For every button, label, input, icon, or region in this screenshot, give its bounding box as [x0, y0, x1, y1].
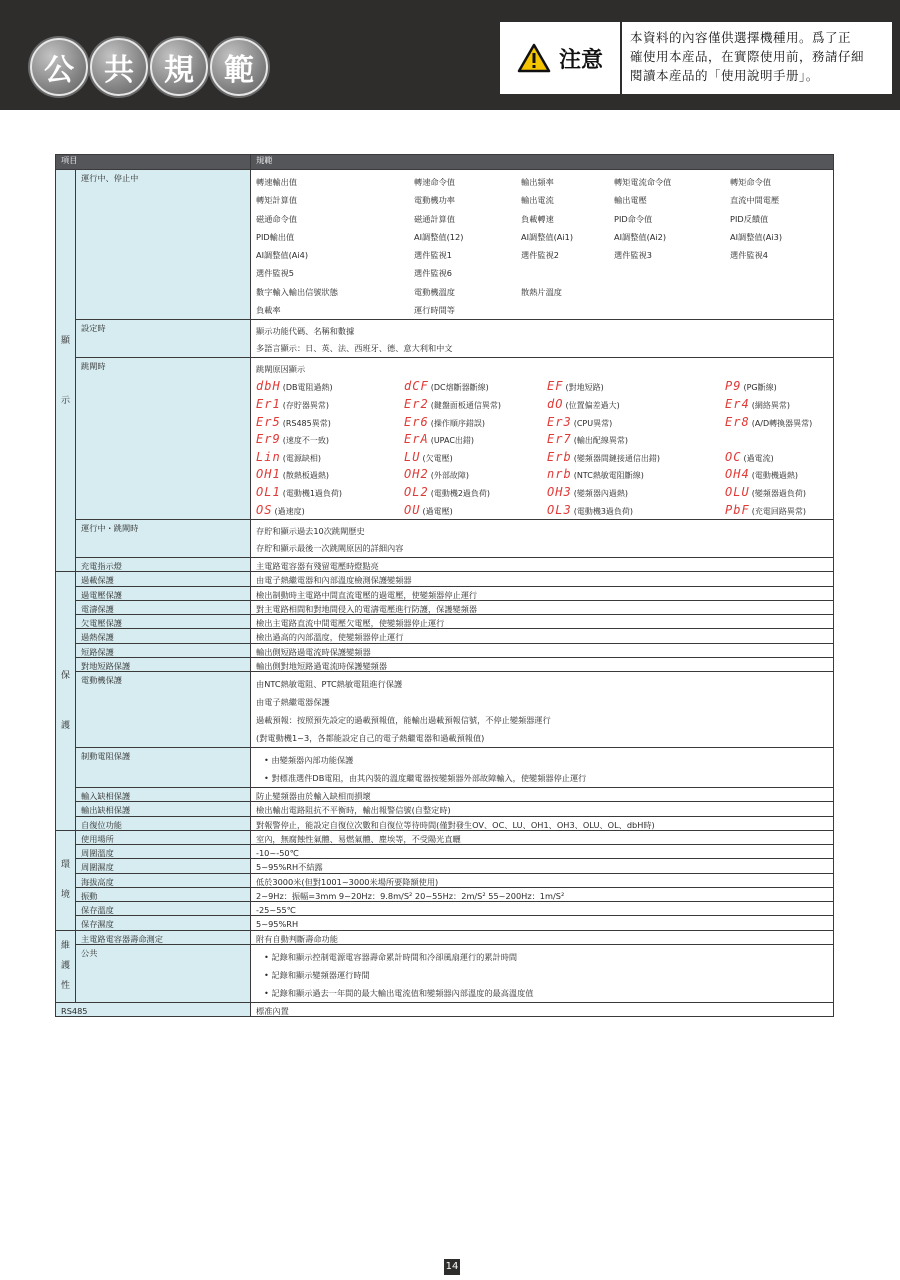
trip-code-description: (外部故障): [430, 471, 469, 481]
protection-spec: 輸出側對地短路過電流時保護變頻器: [251, 657, 834, 671]
monitor-item: AI調整值(Ai3): [730, 231, 783, 242]
monitor-item: 輸出頻率: [521, 177, 554, 187]
monitor-item: 直流中間電壓: [730, 195, 780, 206]
trip-code-entry: [256, 449, 404, 467]
notice-line: 確使用本産品，在實際使用前，務請仔細: [630, 49, 865, 64]
protection-spec: 檢出主電路直流中間電壓欠電壓，使變頻器停止運行: [251, 615, 834, 629]
monitor-item: 輸出電壓: [614, 195, 647, 206]
monitor-item: AI調整值(12): [414, 231, 464, 242]
table-row: [56, 558, 834, 572]
protection-spec: 檢出輸出電路阻抗不平衡時，輸出報警信號(自整定時): [251, 802, 834, 816]
monitor-item: [614, 264, 730, 282]
table-row: [56, 845, 834, 859]
trip-code-entry: [404, 466, 547, 484]
category-display: 顯 示: [56, 170, 76, 572]
trip-code-description: (電動機1過負荷): [282, 488, 343, 498]
table-row: [56, 643, 834, 657]
monitor-item: 輸出電流: [521, 195, 554, 206]
trip-code-entry: [404, 414, 547, 432]
category-protection: 保 護: [56, 572, 76, 831]
trip-code-description: (電動機3過負荷): [573, 506, 634, 516]
monitor-item: PID命令值: [614, 213, 653, 224]
protection-spec: 防止變頻器由於輸入缺相而損壞: [251, 788, 834, 802]
trip-code: Er7: [547, 432, 572, 447]
protection-spec: 輸出側短路過電流時保護變頻器: [251, 643, 834, 657]
item-protection: 輸入缺相保護: [76, 788, 251, 802]
trip-code-entry: [404, 378, 547, 396]
trip-code-entry: [404, 502, 547, 520]
trip-code-description: (變頻器過負荷): [751, 488, 806, 498]
trip-code-description: (速度不一致): [282, 436, 329, 446]
environment-spec: 5~95%RH不結露: [251, 859, 834, 873]
trip-code-entry: [725, 449, 834, 467]
trip-code: OH2: [404, 467, 429, 482]
trip-code-entry: [256, 466, 404, 484]
trip-code: OH4: [725, 467, 750, 482]
brake-resistor-spec: • 由變頻器內部功能保護 • 對標准選件DB電阻，由其內裝的溫度繼電器按變頻器外部故障輸入，使變頻器停止運行: [251, 748, 834, 788]
monitor-item: 選件監視4: [730, 250, 768, 261]
environment-spec: 室內，無腐蝕性氣體、易燃氣體、塵埃等，不受陽光直曬: [251, 830, 834, 844]
trip-code-entry: [256, 502, 404, 520]
notice-label-area: [500, 22, 622, 94]
monitor-item: 選件監視2: [521, 250, 559, 261]
trip-code: OL1: [256, 484, 281, 499]
trip-code-description: (網絡異常): [751, 400, 790, 410]
monitor-item: [614, 301, 730, 319]
protection-spec: 檢出制動時主電路中間直流電壓的過電壓，使變頻器停止運行: [251, 586, 834, 600]
trip-codes: 跳閘原因顯示 dbH (DB電阻過熱) dCF (DC熔斷器斷線) EF (對地短路) P9 (PG斷線) Er1 (存貯器異常) Er2 (鍵盤面板通信異常) dO (位置偏差過大) Er4 (網絡異常) Er5 (RS485異常) Er6 (操作順序錯誤) Er3 (CPU異常) Er8 (A/D轉換器異常) Er9 (速度不一致) ErA (UPAC出錯) Er7 (輸出配線異常) Lin (電源缺相) LU (欠電壓) Erb (變頻器間鏈接通信出錯) OC (過電流) OH1 (散熱板過熱) OH2 (外部故障) nrb (NTC熱敏電阻斷線) OH4 (電動機過熱) OL1 (電動機1過負荷) OL2 (電動機2過負荷) OH3 (變頻器內過熱) OLU (變頻器過負荷) OS (過速度) OU (過電壓) OL3 (電動機3過負荷) PbF (充電回路異常): [251, 358, 834, 520]
environment-spec: 5~95%RH: [251, 916, 834, 930]
trip-code-description: (RS485異常): [282, 418, 331, 428]
trip-code-description: (過電壓): [422, 506, 453, 516]
item-environment: 保存溫度: [76, 902, 251, 916]
rs485-spec: 標准內置: [251, 1002, 834, 1016]
table-row: [56, 748, 834, 788]
trip-code-entry: [547, 484, 725, 502]
item-protection: 過電壓保護: [76, 586, 251, 600]
category-maintenance: 維 護 性: [56, 930, 76, 1002]
monitor-item: PID輸出值: [256, 231, 295, 242]
item-protection: 輸出缺相保護: [76, 802, 251, 816]
trip-code-entry: [404, 396, 547, 414]
trip-code: OL3: [547, 502, 572, 517]
monitor-item: AI調整值(Ai4): [256, 250, 309, 261]
trip-code-description: (NTC熱敏電阻斷線): [573, 471, 644, 481]
trip-code-entry: [547, 431, 725, 449]
trip-code: nrb: [547, 467, 572, 482]
table-row: [56, 816, 834, 830]
warning-icon: [517, 43, 551, 73]
monitor-item: 數字輸入輸出信號狀態: [256, 286, 338, 297]
trip-code-description: (散熱板過熱): [282, 471, 329, 481]
trip-code-entry: [404, 449, 547, 467]
item-protection: 電濤保護: [76, 600, 251, 614]
notice-label: 注意: [558, 47, 603, 73]
trip-code-description: (過速度): [274, 506, 305, 516]
trip-code-description: (變頻器內過熱): [573, 488, 628, 498]
monitor-item: 負載率: [256, 305, 281, 316]
monitor-item: 選件監視1: [414, 250, 452, 261]
trip-code-entry: [725, 466, 834, 484]
monitor-item: 選件監視6: [414, 268, 452, 279]
trip-code-description: (過電流): [743, 453, 774, 463]
trip-code: Er4: [725, 396, 750, 411]
item-running: 運行中、停止中: [76, 170, 251, 320]
header-item: 項目: [56, 155, 251, 170]
trip-code: Er1: [256, 396, 281, 411]
monitor-item: [730, 283, 834, 301]
table-row: [56, 586, 834, 600]
monitor-item: 負載轉速: [521, 213, 554, 224]
trip-code-entry: [256, 378, 404, 396]
trip-code-description: (PG斷線): [743, 383, 777, 393]
header-band: [0, 0, 900, 110]
table-row: [56, 629, 834, 643]
trip-code: LU: [404, 449, 421, 464]
monitor-item: PID反饋值: [730, 213, 769, 224]
trip-code-entry: [256, 431, 404, 449]
table-row: [56, 1002, 834, 1016]
environment-spec: -25~55℃: [251, 902, 834, 916]
trip-code-description: (鍵盤面板通信異常): [430, 400, 501, 410]
item-environment: 海拔高度: [76, 873, 251, 887]
item-running-trip: 運行中・跳閘時: [76, 520, 251, 558]
table-row: [56, 600, 834, 614]
table-row: [56, 672, 834, 748]
item-environment: 使用場所: [76, 830, 251, 844]
monitor-item: [521, 264, 614, 282]
item-tripping: 跳閘時: [76, 358, 251, 520]
trip-code-entry: [725, 396, 834, 414]
page-number: 14: [444, 1259, 460, 1275]
trip-code-description: (CPU異常): [573, 418, 613, 428]
table-row: [56, 873, 834, 887]
trip-code-entry: [725, 484, 834, 502]
environment-spec: 2~9Hz：振幅=3mm 9~20Hz：9.8m/S² 20~55Hz：2m/S² 55~200Hz：1m/S²: [251, 887, 834, 901]
trip-code-description: (電動機過熱): [751, 471, 798, 481]
trip-code: Lin: [256, 449, 281, 464]
item-rs485: RS485: [56, 1002, 251, 1016]
item-environment: 周圍濕度: [76, 859, 251, 873]
monitor-item: 選件監視5: [256, 268, 294, 279]
notice-line: 閱讀本産品的「使用說明手册」。: [630, 68, 819, 83]
trip-code-description: (欠電壓): [422, 453, 453, 463]
trip-code: Er9: [256, 432, 281, 447]
monitor-item: 轉速命令值: [414, 177, 455, 187]
trip-code-entry: [547, 449, 725, 467]
trip-code-entry: [725, 502, 834, 520]
table-row: [56, 916, 834, 930]
monitor-item: 轉矩計算值: [256, 195, 297, 206]
monitor-item: 散熱片溫度: [521, 286, 562, 297]
trip-code-entry: [725, 414, 834, 432]
header-spec: 規範: [251, 155, 834, 170]
running-monitor-items: [251, 170, 834, 320]
item-capacitor-life: 主電路電容器壽命測定: [76, 930, 251, 944]
trip-code-description: (充電回路異常): [751, 506, 806, 516]
protection-spec: 對報警停止，能設定自復位次數和自復位等待時間(僅對發生OV、OC、LU、OH1、OH3、OLU、OL、dbH時): [251, 816, 834, 830]
monitor-item: 選件監視3: [614, 250, 652, 261]
trip-code-description: (電動機2過負荷): [430, 488, 491, 498]
trip-code-description: (存貯器異常): [282, 400, 329, 410]
monitor-item: [730, 264, 834, 282]
item-protection: 過熱保護: [76, 629, 251, 643]
table-row: [56, 572, 834, 586]
title-char: 範: [210, 38, 268, 96]
trip-code: OU: [404, 502, 421, 517]
trip-code-entry: [725, 431, 834, 449]
trip-code: dO: [547, 396, 564, 411]
trip-code-description: (UPAC出錯): [430, 436, 475, 446]
table-row: [56, 802, 834, 816]
item-setting: 設定時: [76, 320, 251, 358]
title-char: 公: [30, 38, 88, 96]
trip-code: Er3: [547, 414, 572, 429]
trip-code-entry: [725, 378, 834, 396]
item-environment: 振動: [76, 887, 251, 901]
trip-history-spec: 存貯和顯示過去10次跳閘歷史 存貯和顯示最後一次跳閘原因的詳細內容: [251, 520, 834, 558]
monitor-item: [614, 283, 730, 301]
trip-code: OC: [725, 449, 742, 464]
trip-code-description: (位置偏差過大): [565, 400, 620, 410]
table-row: [56, 830, 834, 844]
trip-code: OH3: [547, 484, 572, 499]
monitor-item: 運行時間等: [414, 305, 455, 316]
table-row: [56, 902, 834, 916]
page-title: [30, 38, 268, 96]
trip-code-description: (對地短路): [565, 383, 604, 393]
trip-code: ErA: [404, 432, 429, 447]
notice-text: [622, 22, 892, 94]
trip-code-entry: [256, 414, 404, 432]
monitor-item: 電動機功率: [414, 195, 455, 206]
trip-code-entry: [256, 396, 404, 414]
environment-spec: -10~-50℃: [251, 845, 834, 859]
item-brake-resistor: 制動電阻保護: [76, 748, 251, 788]
item-charge-lamp: 充電指示燈: [76, 558, 251, 572]
trip-code-entry: [256, 484, 404, 502]
environment-spec: 低於3000米(但對1001~3000米場所要降額使用): [251, 873, 834, 887]
common-spec: • 記錄和顯示控制電源電容器壽命累計時間和冷卻風扇運行的累計時間 • 記錄和顯示變頻器運行時間 • 記錄和顯示過去一年間的最大輸出電流值和變頻器內部溫度的最高溫度值: [251, 944, 834, 1002]
trip-code-description: (操作順序錯誤): [430, 418, 485, 428]
trip-code: Er8: [725, 414, 750, 429]
trip-code-entry: [404, 484, 547, 502]
table-row: [56, 520, 834, 558]
trip-code: OLU: [725, 484, 750, 499]
trip-code: OH1: [256, 467, 281, 482]
table-row: [56, 859, 834, 873]
trip-code: Er5: [256, 414, 281, 429]
charge-lamp-spec: 主電路電容器有殘留電壓時燈點亮: [251, 558, 834, 572]
protection-spec: 由電子熱繼電器和內部溫度檢測保護變頻器: [251, 572, 834, 586]
trip-code-description: (電源缺相): [282, 453, 321, 463]
trip-code-entry: [547, 466, 725, 484]
trip-code: P9: [725, 379, 742, 394]
monitor-item: 磁通計算值: [414, 213, 455, 224]
item-motor-protection: 電動機保護: [76, 672, 251, 748]
trip-code-description: (DC熔斷器斷線): [430, 383, 489, 393]
trip-code-description: (輸出配線異常): [573, 436, 628, 446]
setting-spec: 顯示功能代碼、名稱和數據 多語言顯示：日、英、法、西班牙、德、意大利和中文: [251, 320, 834, 358]
trip-code-entry: [547, 414, 725, 432]
table-row: [56, 320, 834, 358]
trip-code-entry: [547, 378, 725, 396]
title-char: 規: [150, 38, 208, 96]
table-row: [56, 788, 834, 802]
item-protection: 自復位功能: [76, 816, 251, 830]
trip-code: EF: [547, 379, 564, 394]
motor-protection-spec: 由NTC熱敏電阻、PTC熱敏電阻進行保護 由電子熱繼電器保護 過載預報：按照預先設定的過載預報值，能輸出過載預報信號，不停止變頻器運行 (對電動機1~3，各都能設定自己的電子熱繼電器和過載預報值): [251, 672, 834, 748]
item-protection: 對地短路保護: [76, 657, 251, 671]
item-environment: 周圍溫度: [76, 845, 251, 859]
trip-code-entry: [547, 396, 725, 414]
monitor-item: 電動機溫度: [414, 286, 455, 297]
capacitor-life-spec: 附有自動判斷壽命功能: [251, 930, 834, 944]
trip-code: PbF: [725, 502, 750, 517]
item-common: 公共: [76, 944, 251, 1002]
trip-code: dCF: [404, 379, 429, 394]
monitor-item: [521, 301, 614, 319]
notice-line: 本資料的內容僅供選擇機種用。爲了正: [630, 30, 852, 45]
trip-code: OS: [256, 502, 273, 517]
monitor-item: 磁通命令值: [256, 213, 297, 224]
trip-code-description: (A/D轉換器異常): [751, 418, 813, 428]
protection-spec: 檢出過高的內部溫度，使變頻器停止運行: [251, 629, 834, 643]
title-char: 共: [90, 38, 148, 96]
table-row: [56, 170, 834, 320]
monitor-item: 轉矩命令值: [730, 177, 771, 187]
table-row: [56, 944, 834, 1002]
table-row: [56, 615, 834, 629]
trip-code: Erb: [547, 449, 572, 464]
protection-spec: 對主電路相間和對地間侵入的電濤電壓進行防護，保護變頻器: [251, 600, 834, 614]
monitor-item: [730, 301, 834, 319]
table-header-row: [56, 155, 834, 170]
table-row: [56, 358, 834, 520]
trip-code-entry: [404, 431, 547, 449]
trip-code: Er6: [404, 414, 429, 429]
item-protection: 過載保護: [76, 572, 251, 586]
trip-code: Er2: [404, 396, 429, 411]
table-row: [56, 657, 834, 671]
spec-table: [55, 154, 834, 1017]
table-row: [56, 930, 834, 944]
item-protection: 短路保護: [76, 643, 251, 657]
monitor-item: AI調整值(Ai2): [614, 231, 667, 242]
trip-code-description: (DB電阻過熱): [282, 383, 333, 393]
item-protection: 欠電壓保護: [76, 615, 251, 629]
trip-code: OL2: [404, 484, 429, 499]
monitor-item: 轉矩電流命令值: [614, 177, 672, 187]
trip-code-entry: [547, 502, 725, 520]
table-row: [56, 887, 834, 901]
category-environment: 環 境: [56, 830, 76, 930]
item-environment: 保存濕度: [76, 916, 251, 930]
trip-code-description: (變頻器間鏈接通信出錯): [573, 453, 660, 463]
notice-box: [500, 22, 892, 94]
monitor-item: AI調整值(Ai1): [521, 231, 574, 242]
monitor-item: 轉速輸出值: [256, 177, 297, 187]
trip-code: dbH: [256, 379, 281, 394]
